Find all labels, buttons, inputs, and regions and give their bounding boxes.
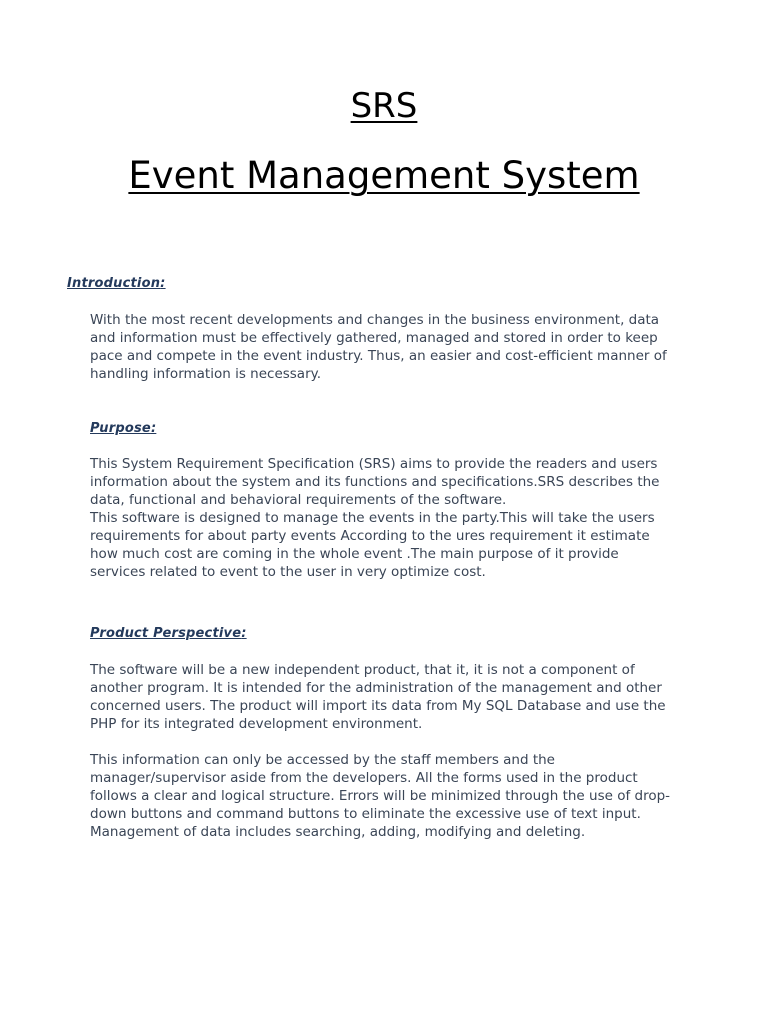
introduction-paragraph: With the most recent developments and changes in the business environment, data and information must be effectively gathered, managed and stored in order to keep pace and compete in the event industry. Thus, an easier and cost-efficient manner of handling information is necessary. bbox=[90, 312, 667, 382]
product-perspective-paragraph-1: The software will be a new independent product, that it, it is not a component of another program. It is intended for the administration of the management and other concerned users. The product will import its data from My SQL Database and use the PHP for its integrated development environment. bbox=[90, 662, 666, 732]
document-subtitle: Event Management System bbox=[128, 154, 640, 197]
document-title: SRS bbox=[350, 86, 418, 126]
purpose-paragraph: This System Requirement Specification (SRS) aims to provide the readers and users information about the system and its functions and specifications.SRS describes the data, functional and behavioral requirements of the software. This software is designed to manage the events in the party.This will take the users requirements for about party events According to the ures requirement it estimate how much cost are coming in the whole event .The main purpose of it provide services related to event to the user in very optimize cost. bbox=[90, 456, 660, 580]
product-perspective-paragraph-2: This information can only be accessed by the staff members and the manager/supervisor aside from the developers. All the forms used in the product follows a clear and logical structure. Errors will be minimized through the use of drop- down buttons and command buttons to eliminate the excessive use of text input. Management of data includes searching, adding, modifying and deleting. bbox=[90, 752, 671, 840]
section-heading-label: Product Perspective bbox=[90, 626, 242, 641]
heading-colon: : bbox=[241, 626, 247, 641]
section-heading-label: Introduction bbox=[67, 276, 161, 291]
heading-colon: : bbox=[150, 421, 157, 436]
heading-colon: : bbox=[160, 276, 166, 291]
section-heading-product-perspective bbox=[90, 626, 247, 641]
section-heading-label: Purpose bbox=[90, 421, 151, 436]
section-heading-purpose bbox=[90, 421, 156, 436]
section-heading-introduction bbox=[67, 276, 166, 291]
